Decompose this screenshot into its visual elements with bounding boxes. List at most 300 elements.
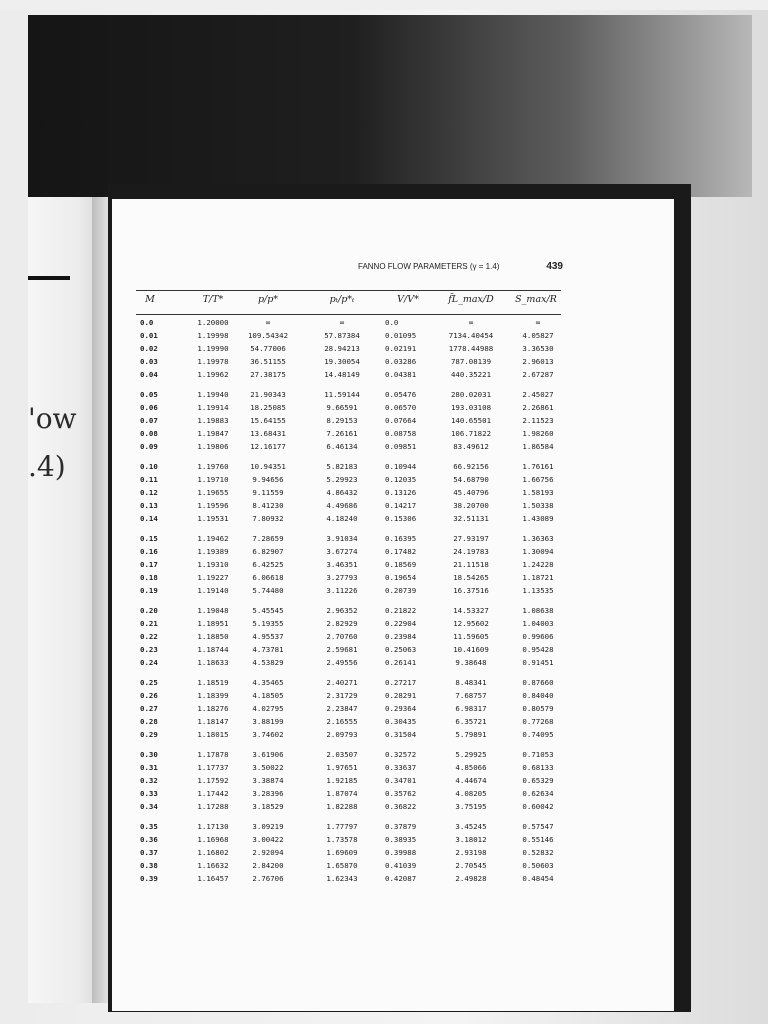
- cell-temperature-ratio: 1.19596: [197, 501, 229, 510]
- cell-friction-length: 3.18012: [455, 835, 487, 844]
- cell-entropy: 2.26861: [522, 403, 554, 412]
- cell-entropy: 1.04003: [522, 619, 554, 628]
- cell-total-pressure-ratio: 57.87384: [324, 331, 360, 340]
- cell-temperature-ratio: 1.18015: [197, 730, 229, 739]
- table-row: [136, 532, 561, 545]
- table-top-rule: [136, 290, 561, 291]
- cell-pressure-ratio: 10.94351: [250, 462, 286, 471]
- cell-pressure-ratio: 4.02795: [252, 704, 284, 713]
- cell-temperature-ratio: 1.16968: [197, 835, 229, 844]
- cell-friction-length: 4.08205: [455, 789, 487, 798]
- cell-temperature-ratio: 1.16457: [197, 874, 229, 883]
- table-row: [136, 329, 561, 342]
- cell-pressure-ratio: 8.41230: [252, 501, 284, 510]
- fanno-flow-table: [136, 316, 561, 892]
- cell-entropy: 0.84040: [522, 691, 554, 700]
- cell-total-pressure-ratio: 1.92185: [326, 776, 358, 785]
- cell-velocity-ratio: 0.10944: [385, 462, 417, 471]
- cell-total-pressure-ratio: 3.67274: [326, 547, 358, 556]
- cell-entropy: 1.66756: [522, 475, 554, 484]
- table-row-group: [136, 820, 561, 892]
- cell-pressure-ratio: 15.64155: [250, 416, 286, 425]
- cell-total-pressure-ratio: 6.46134: [326, 442, 358, 451]
- cell-total-pressure-ratio: 2.40271: [326, 678, 358, 687]
- cell-friction-length: 27.93197: [453, 534, 489, 543]
- cell-entropy: 0.52832: [522, 848, 554, 857]
- cell-entropy: 0.80579: [522, 704, 554, 713]
- cell-friction-length: 5.79891: [455, 730, 487, 739]
- cell-mach: 0.01: [140, 331, 158, 340]
- cell-temperature-ratio: 1.19978: [197, 357, 229, 366]
- cell-friction-length: 18.54265: [453, 573, 489, 582]
- cell-pressure-ratio: 4.53829: [252, 658, 284, 667]
- cell-friction-length: 3.75195: [455, 802, 487, 811]
- cell-temperature-ratio: 1.18633: [197, 658, 229, 667]
- cell-velocity-ratio: 0.23984: [385, 632, 417, 641]
- cell-velocity-ratio: 0.34701: [385, 776, 417, 785]
- table-row: [136, 316, 561, 329]
- cell-total-pressure-ratio: 8.29153: [326, 416, 358, 425]
- cell-temperature-ratio: 1.19914: [197, 403, 229, 412]
- cell-mach: 0.20: [140, 606, 158, 615]
- table-row: [136, 800, 561, 813]
- cell-friction-length: 106.71822: [450, 429, 492, 438]
- cell-velocity-ratio: 0.35762: [385, 789, 417, 798]
- cell-friction-length: 45.40796: [453, 488, 489, 497]
- table-row: [136, 368, 561, 381]
- previous-page-edge: [28, 197, 100, 1003]
- cell-entropy: 1.76161: [522, 462, 554, 471]
- cell-friction-length: 440.35221: [450, 370, 492, 379]
- cell-temperature-ratio: 1.18744: [197, 645, 229, 654]
- table-row: [136, 571, 561, 584]
- cell-velocity-ratio: 0.02191: [385, 344, 417, 353]
- cell-velocity-ratio: 0.36822: [385, 802, 417, 811]
- cell-mach: 0.22: [140, 632, 158, 641]
- cell-mach: 0.29: [140, 730, 158, 739]
- cell-pressure-ratio: 3.61906: [252, 750, 284, 759]
- table-row: [136, 630, 561, 643]
- table-row: [136, 584, 561, 597]
- cell-velocity-ratio: 0.03286: [385, 357, 417, 366]
- cell-friction-length: 2.49828: [455, 874, 487, 883]
- cell-entropy: 1.43089: [522, 514, 554, 523]
- cell-mach: 0.21: [140, 619, 158, 628]
- cell-entropy: 1.86584: [522, 442, 554, 451]
- cell-temperature-ratio: 1.17737: [197, 763, 229, 772]
- cell-friction-length: ∞: [468, 318, 474, 327]
- table-row: [136, 440, 561, 453]
- cell-mach: 0.03: [140, 357, 158, 366]
- cell-entropy: 0.60042: [522, 802, 554, 811]
- cell-velocity-ratio: 0.05476: [385, 390, 417, 399]
- cell-pressure-ratio: 2.84200: [252, 861, 284, 870]
- cell-total-pressure-ratio: 3.91034: [326, 534, 358, 543]
- cell-entropy: 3.36530: [522, 344, 554, 353]
- cell-mach: 0.10: [140, 462, 158, 471]
- cell-entropy: ∞: [535, 318, 541, 327]
- cell-total-pressure-ratio: 2.09793: [326, 730, 358, 739]
- cell-mach: 0.17: [140, 560, 158, 569]
- cell-mach: 0.08: [140, 429, 158, 438]
- cell-temperature-ratio: 1.19462: [197, 534, 229, 543]
- cell-pressure-ratio: 7.80932: [252, 514, 284, 523]
- cell-friction-length: 5.29925: [455, 750, 487, 759]
- table-row: [136, 486, 561, 499]
- cell-temperature-ratio: 1.16632: [197, 861, 229, 870]
- table-row: [136, 787, 561, 800]
- table-row: [136, 656, 561, 669]
- cell-pressure-ratio: 3.88199: [252, 717, 284, 726]
- cell-temperature-ratio: 1.16802: [197, 848, 229, 857]
- cell-mach: 0.27: [140, 704, 158, 713]
- column-header-velocity-ratio: V/V*: [397, 294, 419, 305]
- cell-velocity-ratio: 0.37879: [385, 822, 417, 831]
- cell-entropy: 1.50338: [522, 501, 554, 510]
- table-row: [136, 643, 561, 656]
- table-row: [136, 833, 561, 846]
- cell-velocity-ratio: 0.08758: [385, 429, 417, 438]
- table-row: [136, 401, 561, 414]
- cell-pressure-ratio: 13.68431: [250, 429, 286, 438]
- table-row-group: [136, 748, 561, 820]
- cell-total-pressure-ratio: 2.31729: [326, 691, 358, 700]
- table-row: [136, 342, 561, 355]
- cell-mach: 0.09: [140, 442, 158, 451]
- cell-velocity-ratio: 0.29364: [385, 704, 417, 713]
- cell-temperature-ratio: 1.17442: [197, 789, 229, 798]
- cell-mach: 0.15: [140, 534, 158, 543]
- cell-velocity-ratio: 0.09851: [385, 442, 417, 451]
- table-row: [136, 473, 561, 486]
- column-header-mach: M: [145, 294, 155, 305]
- cell-total-pressure-ratio: 1.77797: [326, 822, 358, 831]
- cell-friction-length: 6.35721: [455, 717, 487, 726]
- cell-temperature-ratio: 1.19531: [197, 514, 229, 523]
- cell-temperature-ratio: 1.18519: [197, 678, 229, 687]
- table-row: [136, 355, 561, 368]
- cell-temperature-ratio: 1.17878: [197, 750, 229, 759]
- cell-total-pressure-ratio: 3.27793: [326, 573, 358, 582]
- cell-pressure-ratio: 9.94656: [252, 475, 284, 484]
- cell-mach: 0.28: [140, 717, 158, 726]
- cell-temperature-ratio: 1.18951: [197, 619, 229, 628]
- cell-temperature-ratio: 1.17130: [197, 822, 229, 831]
- cell-pressure-ratio: 5.45545: [252, 606, 284, 615]
- cell-entropy: 0.62634: [522, 789, 554, 798]
- cell-total-pressure-ratio: 1.97651: [326, 763, 358, 772]
- cell-velocity-ratio: 0.06570: [385, 403, 417, 412]
- cell-temperature-ratio: 1.19940: [197, 390, 229, 399]
- table-row: [136, 512, 561, 525]
- column-header-friction-length: f̄L_max/D: [448, 294, 494, 305]
- table-row: [136, 872, 561, 885]
- cell-total-pressure-ratio: 9.66591: [326, 403, 358, 412]
- cell-pressure-ratio: 21.90343: [250, 390, 286, 399]
- cell-temperature-ratio: 1.18850: [197, 632, 229, 641]
- cell-total-pressure-ratio: 28.94213: [324, 344, 360, 353]
- cell-entropy: 4.05827: [522, 331, 554, 340]
- cell-mach: 0.14: [140, 514, 158, 523]
- cell-friction-length: 2.70545: [455, 861, 487, 870]
- cell-temperature-ratio: 1.19310: [197, 560, 229, 569]
- cell-temperature-ratio: 1.18399: [197, 691, 229, 700]
- cell-pressure-ratio: 18.25085: [250, 403, 286, 412]
- cell-entropy: 2.11523: [522, 416, 554, 425]
- cell-velocity-ratio: 0.32572: [385, 750, 417, 759]
- table-row-group: [136, 460, 561, 532]
- table-row: [136, 499, 561, 512]
- cell-velocity-ratio: 0.04381: [385, 370, 417, 379]
- cell-mach: 0.30: [140, 750, 158, 759]
- cell-temperature-ratio: 1.19389: [197, 547, 229, 556]
- cell-velocity-ratio: 0.07664: [385, 416, 417, 425]
- table-row-group: [136, 388, 561, 460]
- cell-friction-length: 10.41609: [453, 645, 489, 654]
- top-margin: [0, 0, 768, 10]
- cell-pressure-ratio: 3.00422: [252, 835, 284, 844]
- cell-total-pressure-ratio: 2.23847: [326, 704, 358, 713]
- table-row: [136, 715, 561, 728]
- cell-velocity-ratio: 0.31504: [385, 730, 417, 739]
- cell-entropy: 0.74095: [522, 730, 554, 739]
- cell-pressure-ratio: 2.76706: [252, 874, 284, 883]
- column-header-temperature-ratio: T/T*: [202, 294, 224, 305]
- cell-entropy: 1.08638: [522, 606, 554, 615]
- cell-velocity-ratio: 0.30435: [385, 717, 417, 726]
- cell-temperature-ratio: 1.19990: [197, 344, 229, 353]
- cell-mach: 0.38: [140, 861, 158, 870]
- cell-friction-length: 7134.40454: [448, 331, 494, 340]
- cell-mach: 0.06: [140, 403, 158, 412]
- cell-entropy: 2.67287: [522, 370, 554, 379]
- previous-page-rule: [28, 276, 70, 280]
- cell-friction-length: 3.45245: [455, 822, 487, 831]
- cell-pressure-ratio: 6.42525: [252, 560, 284, 569]
- cell-total-pressure-ratio: 1.69609: [326, 848, 358, 857]
- cell-pressure-ratio: 4.73781: [252, 645, 284, 654]
- table-header-rule: [136, 314, 561, 315]
- cell-mach: 0.02: [140, 344, 158, 353]
- cell-entropy: 1.30094: [522, 547, 554, 556]
- cell-velocity-ratio: 0.27217: [385, 678, 417, 687]
- cell-mach: 0.39: [140, 874, 158, 883]
- cell-total-pressure-ratio: 14.48149: [324, 370, 360, 379]
- cell-total-pressure-ratio: 4.49686: [326, 501, 358, 510]
- table-row: [136, 689, 561, 702]
- cell-friction-length: 83.49612: [453, 442, 489, 451]
- cell-temperature-ratio: 1.19847: [197, 429, 229, 438]
- cell-total-pressure-ratio: 2.49556: [326, 658, 358, 667]
- cell-pressure-ratio: 12.16177: [250, 442, 286, 451]
- cell-mach: 0.16: [140, 547, 158, 556]
- table-row: [136, 702, 561, 715]
- cell-entropy: 1.36363: [522, 534, 554, 543]
- cell-total-pressure-ratio: 4.86432: [326, 488, 358, 497]
- cell-entropy: 1.13535: [522, 586, 554, 595]
- cell-temperature-ratio: 1.18276: [197, 704, 229, 713]
- cell-mach: 0.26: [140, 691, 158, 700]
- cell-total-pressure-ratio: 2.70760: [326, 632, 358, 641]
- cell-total-pressure-ratio: 2.96352: [326, 606, 358, 615]
- cell-temperature-ratio: 1.17288: [197, 802, 229, 811]
- table-row-group: [136, 676, 561, 748]
- table-row: [136, 676, 561, 689]
- cell-mach: 0.11: [140, 475, 158, 484]
- cell-friction-length: 1778.44988: [448, 344, 494, 353]
- table-row: [136, 761, 561, 774]
- cell-pressure-ratio: 4.18505: [252, 691, 284, 700]
- cell-mach: 0.32: [140, 776, 158, 785]
- cell-pressure-ratio: 5.74480: [252, 586, 284, 595]
- cell-entropy: 0.57547: [522, 822, 554, 831]
- cell-pressure-ratio: 27.38175: [250, 370, 286, 379]
- cell-entropy: 0.68133: [522, 763, 554, 772]
- cell-pressure-ratio: 4.35465: [252, 678, 284, 687]
- cell-temperature-ratio: 1.20000: [197, 318, 229, 327]
- cell-velocity-ratio: 0.26141: [385, 658, 417, 667]
- cell-velocity-ratio: 0.15306: [385, 514, 417, 523]
- column-header-entropy: S_max/R: [515, 294, 557, 305]
- cell-pressure-ratio: 5.19355: [252, 619, 284, 628]
- table-row: [136, 427, 561, 440]
- cell-velocity-ratio: 0.42087: [385, 874, 417, 883]
- cell-total-pressure-ratio: 2.59681: [326, 645, 358, 654]
- cell-friction-length: 12.95602: [453, 619, 489, 628]
- cell-temperature-ratio: 1.19806: [197, 442, 229, 451]
- cell-entropy: 0.48454: [522, 874, 554, 883]
- cell-total-pressure-ratio: 2.03507: [326, 750, 358, 759]
- cell-friction-length: 280.02031: [450, 390, 492, 399]
- cell-pressure-ratio: 3.09219: [252, 822, 284, 831]
- table-row: [136, 728, 561, 741]
- table-row: [136, 460, 561, 473]
- cell-friction-length: 38.20700: [453, 501, 489, 510]
- cell-total-pressure-ratio: 1.87074: [326, 789, 358, 798]
- table-row-group: [136, 604, 561, 676]
- column-header-pressure-ratio: p/p*: [257, 294, 279, 305]
- previous-page-heading-fragment-1: 'ow: [28, 402, 77, 435]
- cell-friction-length: 193.03108: [450, 403, 492, 412]
- cell-pressure-ratio: 3.18529: [252, 802, 284, 811]
- cell-total-pressure-ratio: 2.82929: [326, 619, 358, 628]
- cell-friction-length: 32.51131: [453, 514, 489, 523]
- table-row: [136, 604, 561, 617]
- cell-velocity-ratio: 0.21822: [385, 606, 417, 615]
- cell-friction-length: 9.38648: [455, 658, 487, 667]
- cell-total-pressure-ratio: 1.73578: [326, 835, 358, 844]
- cell-friction-length: 66.92156: [453, 462, 489, 471]
- page-number: 439: [546, 261, 563, 272]
- cell-total-pressure-ratio: 7.26161: [326, 429, 358, 438]
- cell-pressure-ratio: ∞: [265, 318, 271, 327]
- cell-pressure-ratio: 3.50022: [252, 763, 284, 772]
- cell-velocity-ratio: 0.01095: [385, 331, 417, 340]
- cell-mach: 0.13: [140, 501, 158, 510]
- table-row-group: [136, 316, 561, 388]
- cell-entropy: 1.58193: [522, 488, 554, 497]
- cell-entropy: 0.77268: [522, 717, 554, 726]
- cell-mach: 0.04: [140, 370, 158, 379]
- cell-mach: 0.19: [140, 586, 158, 595]
- table-row: [136, 859, 561, 872]
- cell-pressure-ratio: 54.77006: [250, 344, 286, 353]
- cell-friction-length: 11.59605: [453, 632, 489, 641]
- scanner-shadow-band: [28, 15, 752, 197]
- cell-total-pressure-ratio: 5.29923: [326, 475, 358, 484]
- table-row: [136, 558, 561, 571]
- cell-velocity-ratio: 0.38935: [385, 835, 417, 844]
- cell-velocity-ratio: 0.25063: [385, 645, 417, 654]
- cell-velocity-ratio: 0.16395: [385, 534, 417, 543]
- cell-temperature-ratio: 1.19710: [197, 475, 229, 484]
- cell-temperature-ratio: 1.19048: [197, 606, 229, 615]
- cell-temperature-ratio: 1.19883: [197, 416, 229, 425]
- table-row: [136, 748, 561, 761]
- cell-velocity-ratio: 0.28291: [385, 691, 417, 700]
- cell-total-pressure-ratio: 3.11226: [326, 586, 358, 595]
- table-row-group: [136, 532, 561, 604]
- cell-entropy: 0.99606: [522, 632, 554, 641]
- cell-friction-length: 16.37516: [453, 586, 489, 595]
- cell-pressure-ratio: 4.95537: [252, 632, 284, 641]
- cell-total-pressure-ratio: 1.62343: [326, 874, 358, 883]
- cell-friction-length: 4.85066: [455, 763, 487, 772]
- cell-mach: 0.34: [140, 802, 158, 811]
- table-row: [136, 414, 561, 427]
- cell-temperature-ratio: 1.19998: [197, 331, 229, 340]
- cell-total-pressure-ratio: 1.65870: [326, 861, 358, 870]
- cell-entropy: 0.91451: [522, 658, 554, 667]
- table-row: [136, 388, 561, 401]
- cell-velocity-ratio: 0.39988: [385, 848, 417, 857]
- cell-friction-length: 24.19783: [453, 547, 489, 556]
- cell-velocity-ratio: 0.18569: [385, 560, 417, 569]
- cell-entropy: 0.95428: [522, 645, 554, 654]
- cell-velocity-ratio: 0.14217: [385, 501, 417, 510]
- cell-friction-length: 54.68790: [453, 475, 489, 484]
- cell-friction-length: 6.98317: [455, 704, 487, 713]
- cell-mach: 0.33: [140, 789, 158, 798]
- cell-mach: 0.31: [140, 763, 158, 772]
- cell-entropy: 0.55146: [522, 835, 554, 844]
- cell-friction-length: 140.65501: [450, 416, 492, 425]
- cell-total-pressure-ratio: 3.46351: [326, 560, 358, 569]
- cell-pressure-ratio: 2.92094: [252, 848, 284, 857]
- cell-velocity-ratio: 0.0: [385, 318, 399, 327]
- cell-mach: 0.0: [140, 318, 154, 327]
- cell-entropy: 0.71053: [522, 750, 554, 759]
- column-header-total-pressure-ratio: pₜ/p*ₜ: [329, 294, 355, 305]
- cell-entropy: 0.65329: [522, 776, 554, 785]
- cell-mach: 0.18: [140, 573, 158, 582]
- cell-temperature-ratio: 1.19962: [197, 370, 229, 379]
- cell-total-pressure-ratio: 11.59144: [324, 390, 360, 399]
- cell-pressure-ratio: 9.11559: [252, 488, 284, 497]
- cell-temperature-ratio: 1.19655: [197, 488, 229, 497]
- cell-pressure-ratio: 109.54342: [247, 331, 289, 340]
- cell-total-pressure-ratio: 5.82183: [326, 462, 358, 471]
- cell-pressure-ratio: 3.38874: [252, 776, 284, 785]
- cell-velocity-ratio: 0.22904: [385, 619, 417, 628]
- cell-entropy: 0.87660: [522, 678, 554, 687]
- cell-friction-length: 21.11518: [453, 560, 489, 569]
- cell-mach: 0.37: [140, 848, 158, 857]
- cell-temperature-ratio: 1.17592: [197, 776, 229, 785]
- running-title: FANNO FLOW PARAMETERS (γ = 1.4): [358, 262, 500, 271]
- table-column-headers: [136, 294, 561, 310]
- cell-temperature-ratio: 1.19140: [197, 586, 229, 595]
